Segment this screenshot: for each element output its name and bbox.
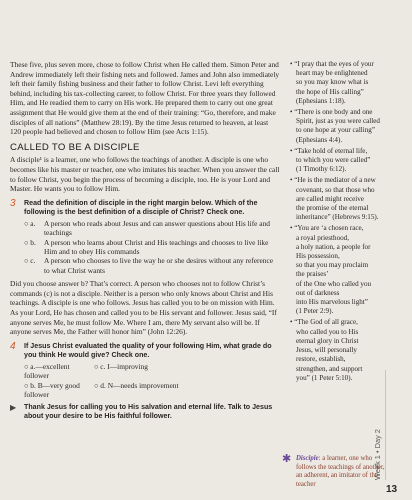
week-day-tab: Week 1 • Day 2 bbox=[373, 429, 382, 480]
main-column bbox=[10, 60, 280, 421]
question-3 bbox=[10, 199, 280, 217]
verse-line: inheritance” (Hebrews 9:15). bbox=[296, 213, 379, 222]
radio-b[interactable]: ○ b. bbox=[24, 237, 36, 247]
verse-line: (1 Timothy 6:12). bbox=[296, 165, 347, 174]
margin-verse bbox=[290, 318, 400, 382]
verse-line: who called you to His bbox=[296, 327, 359, 336]
definition-paragraph: A disciple¹ is a learner, one who follows the teachings of another. A disciple is one who becomes like his master or teacher, one who imitates his teacher. When you answer the call to follow Christ, you begin the process of becoming a disciple, too. He is your Lord and Master. He wants you to follow Him. bbox=[10, 155, 280, 194]
prayer-prompt-text: Thank Jesus for calling you to His salvation and eternal life. Talk to Jesus about your desire to be His faithful follower. bbox=[24, 403, 273, 421]
verse-line: Spirit, just as you were called bbox=[296, 117, 380, 126]
verse-line: His possession, bbox=[296, 252, 340, 261]
verse-line: so you may know what is bbox=[296, 78, 369, 87]
verse-line: out of darkness bbox=[296, 288, 340, 297]
option-c-text: A person who chooses to live the way he or she desires without any reference to what Christ wants bbox=[44, 256, 274, 275]
grade-option-b[interactable]: ○ b. B—very good follower bbox=[24, 380, 80, 399]
note-term: Disciple bbox=[296, 455, 319, 462]
question-3-options bbox=[24, 219, 280, 275]
option-c[interactable] bbox=[24, 256, 280, 275]
question-3-number: 3 bbox=[10, 197, 16, 209]
verse-line: are called might receive bbox=[296, 194, 364, 203]
verse-line: (Ephesians 4:4). bbox=[296, 135, 343, 144]
margin-verse bbox=[290, 108, 400, 145]
question-3-text: Read the definition of disciple in the right margin below. Which of the following is the best definition of a disciple of Christ? Check one. bbox=[24, 198, 258, 216]
intro-paragraph: These five, plus seven more, chose to follow Christ when He called them. Simon Peter and Andrew immediately left their fishing nets and followed. James and John also immediately left their family fishing business and their father to follow Christ. Levi left everything behind, including his tax-collecting career, to follow Christ. For three years they followed Him, and He readied them to carry on His work. He prepared them to carry out one great assignment that He would give them at the end of their training: “Go, therefore, and make disciples of all nations” (Matthew 28:19). By the time Jesus returned to heaven, at least 120 people had believed and chosen to follow Him (see Acts 1:15). bbox=[10, 60, 280, 137]
verse-line: • “You are ‘a chosen race, bbox=[290, 224, 364, 233]
verse-line: • “The God of all grace, bbox=[290, 318, 358, 327]
verse-line: • “He is the mediator of a new bbox=[290, 176, 376, 185]
verse-line: heart may be enlightened bbox=[296, 69, 368, 78]
verse-line: the praises’ bbox=[296, 270, 329, 279]
verse-line: Jesus, will personally bbox=[296, 346, 357, 355]
section-heading: CALLED TO BE A DISCIPLE bbox=[10, 141, 140, 153]
prayer-prompt bbox=[10, 403, 280, 421]
verse-line: the hope of His calling” bbox=[296, 87, 364, 96]
radio-a[interactable]: ○ a. bbox=[24, 218, 36, 228]
verse-line: the promise of the eternal bbox=[296, 204, 369, 213]
verse-line: of the One who called you bbox=[296, 279, 372, 288]
margin-verse bbox=[290, 60, 400, 106]
verse-line: strengthen, and support bbox=[296, 364, 363, 373]
answer-paragraph: Did you choose answer b? That’s correct. A person who chooses not to follow Christ’s commands (c) is not a disciple. Neither is a person who only knows about Christ and His teachings. A disciple is one who follows. Jesus has called you to be on mission with Him. As your Lord, He has chosen and called you to be His servant and follower. Jesus said, “If anyone serves Me, he must follow Me. Where I am, there My servant also will be. If anyone serves Me, the Father will honor him” (John 12:26). bbox=[10, 279, 277, 337]
margin-verse bbox=[290, 147, 400, 175]
radio-c[interactable]: ○ c. bbox=[24, 256, 36, 266]
option-a[interactable] bbox=[24, 219, 280, 238]
page-number: 13 bbox=[386, 484, 398, 495]
margin-verse bbox=[290, 224, 400, 316]
verse-line: a royal priesthood, bbox=[296, 233, 349, 242]
verse-line: eternal glory in Christ bbox=[296, 336, 359, 345]
question-4 bbox=[10, 342, 280, 360]
verse-line: covenant, so that those who bbox=[296, 185, 375, 194]
option-a-text: A person who reads about Jesus and can answer questions about His life and teachings bbox=[44, 218, 270, 238]
verse-line: restore, establish, bbox=[296, 355, 346, 364]
verse-line: (Ephesians 1:18). bbox=[296, 96, 346, 105]
verse-line: to which you were called” bbox=[296, 156, 371, 165]
grade-option-a[interactable]: ○ a.—excellent follower bbox=[24, 361, 70, 381]
grade-option-c[interactable]: ○ c. I—improving bbox=[94, 361, 148, 371]
verse-line: so that you may proclaim bbox=[296, 261, 369, 270]
question-4-text: If Jesus Christ evaluated the quality of your following Him, what grade do you think He would give? Check one. bbox=[24, 341, 272, 359]
margin-verses bbox=[290, 60, 400, 385]
question-4-number: 4 bbox=[10, 340, 16, 352]
note-definition: : a learner, one who follows the teachings of another, an adherent, an imitator of the teacher bbox=[296, 455, 385, 488]
verse-line: • “There is one body and one bbox=[290, 108, 373, 117]
star-icon: ✱ bbox=[282, 453, 292, 465]
margin-verse bbox=[290, 176, 400, 222]
grade-option-d[interactable]: ○ d. N—needs improvement bbox=[94, 380, 179, 390]
option-b[interactable] bbox=[24, 238, 280, 257]
question-4-options bbox=[24, 362, 280, 400]
verse-line: you” (1 Peter 5:10). bbox=[296, 373, 353, 382]
triangle-icon: ▶ bbox=[10, 403, 17, 413]
verse-line: to one hope at your calling” bbox=[296, 126, 375, 135]
tab-divider bbox=[385, 370, 386, 480]
verse-line: • “I pray that the eyes of your bbox=[290, 60, 374, 68]
verse-line: (1 Peter 2:9). bbox=[296, 307, 334, 316]
verse-line: a holy nation, a people for bbox=[296, 242, 371, 251]
option-b-text: A person who learns about Christ and His teachings and chooses to live like Him and to obey His commands bbox=[44, 237, 269, 256]
verse-line: • “Take hold of eternal life, bbox=[290, 146, 368, 155]
verse-line: into His marvelous light” bbox=[296, 298, 368, 307]
